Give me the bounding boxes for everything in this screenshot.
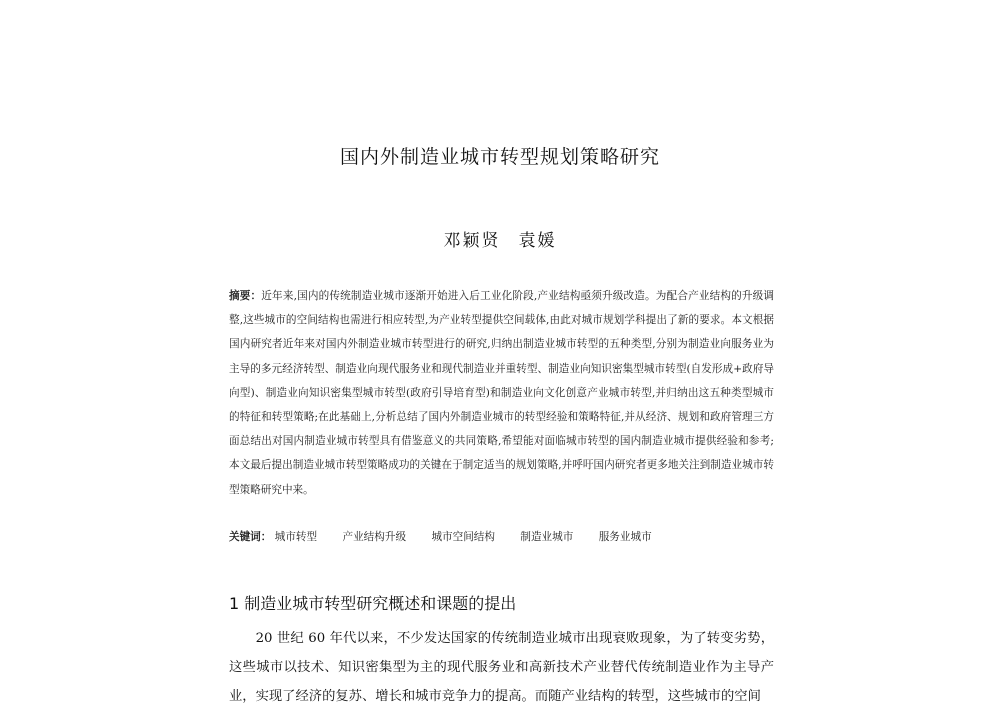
section-heading: 1 制造业城市转型研究概述和课题的提出 — [229, 594, 517, 613]
abstract-text: 近年来,国内的传统制造业城市逐渐开始进入后工业化阶段,产业结构亟须升级改造。为配合产业结构的升级调整,这些城市的空间结构也需进行相应转型,为产业转型提供空间载体,由此对城市规划学科提出了新的要求。本文根据国内研究者近年来对国内外制造业城市转型进行的研究,归纳出制造业城市转型的五种类型,分别为制造业向服务业为主导的多元经济转型、制造业向现代服务业和现代制造业并重转型、制造业向知识密集型城市转型(自发形成+政府导向型)、制造业向知识密集型城市转型(政府引导培育型)和制造业向文化创意产业城市转型,并归纳出这五种类型城市的特征和转型策略;在此基础上,分析总结了国内外制造业城市的转型经验和策略特征,并从经济、规划和政府管理三方面总结出对国内制造业城市转型具有借鉴意义的共同策略,希望能对面临城市转型的国内制造业城市提供经验和参考;本文最后提出制造业城市转型策略成功的关键在于制定适当的规划策略,并呼吁国内研究者更多地关注到制造业城市转型策略研究中来。 — [229, 290, 775, 496]
abstract — [229, 284, 774, 502]
keyword: 制造业城市 — [520, 531, 574, 543]
keyword: 产业结构升级 — [342, 531, 407, 543]
keyword: 服务业城市 — [598, 531, 652, 543]
paper-title: 国内外制造业城市转型规划策略研究 — [339, 146, 660, 168]
keyword: 城市转型 — [274, 531, 318, 543]
body-paragraph: 20 世纪 60 年代以来，不少发达国家的传统制造业城市出现衰败现象，为了转变劣势，这些城市以技术、知识密集型为主的现代服务业和高新技术产业替代传统制造业作为主导产业，实现了经济的复苏、增长和城市竞争力的提高。而随产业结构的转型，这些城市的空间 — [229, 631, 774, 704]
abstract-label: 摘要： — [229, 290, 262, 302]
keyword: 城市空间结构 — [431, 531, 495, 543]
keywords — [229, 529, 774, 544]
author-name: 邓颖贤 — [443, 231, 501, 251]
author-list — [0, 226, 1000, 251]
keywords-label: 关键词： — [229, 531, 272, 543]
author-name: 袁媛 — [518, 231, 557, 251]
